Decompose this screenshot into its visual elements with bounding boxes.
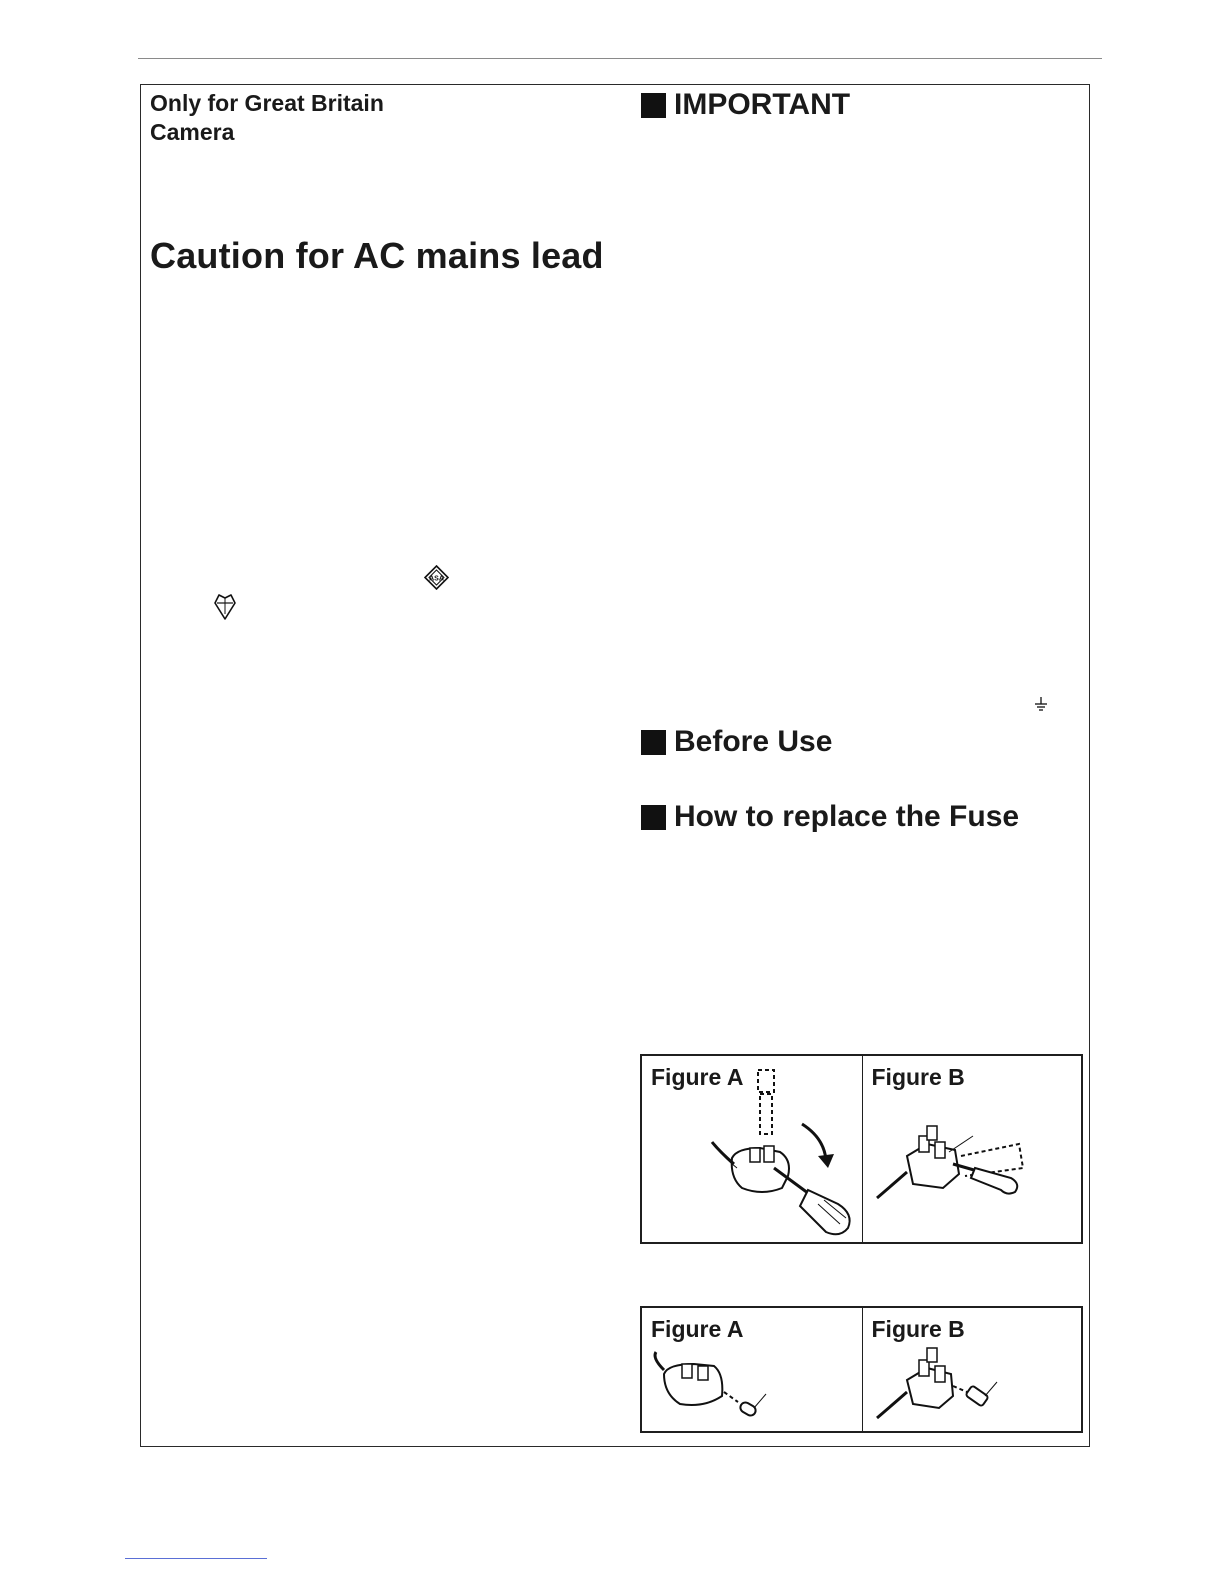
- figure-b-label-bottom: Figure B: [871, 1316, 965, 1342]
- footer-link-underline: [125, 1558, 267, 1559]
- region-line-2: Camera: [150, 119, 235, 145]
- before-use-heading-text: Before Use: [674, 725, 833, 758]
- plug-fuse-illustration-a: [642, 1308, 862, 1432]
- region-line-1: Only for Great Britain: [150, 90, 384, 116]
- figure-box-fuse-insert: [640, 1306, 1083, 1433]
- important-heading: [641, 88, 850, 122]
- before-use-heading: [641, 725, 832, 759]
- region-heading: [150, 89, 384, 147]
- figure-a-label: Figure A: [651, 1064, 744, 1090]
- fuse-heading: [641, 800, 1019, 834]
- important-heading-text: IMPORTANT: [674, 88, 851, 121]
- figure-a-cell-bottom: [642, 1308, 862, 1431]
- plug-fuse-removal-illustration: [863, 1056, 1083, 1242]
- figure-b-label: Figure B: [871, 1064, 965, 1090]
- plug-screwdriver-illustration: [642, 1056, 862, 1242]
- asta-mark-icon: [424, 565, 449, 590]
- heading-square-icon: [641, 93, 666, 118]
- earth-symbol-icon: [1033, 696, 1049, 712]
- header-rule: [138, 58, 1102, 59]
- heading-square-icon: [641, 805, 666, 830]
- figure-a-cell: [642, 1056, 862, 1242]
- figure-b-cell: [862, 1056, 1082, 1242]
- fuse-heading-text: How to replace the Fuse: [674, 800, 1020, 833]
- figure-a-label-bottom: Figure A: [651, 1316, 744, 1342]
- plug-fuse-illustration-b: [863, 1308, 1083, 1432]
- heading-square-icon: [641, 730, 666, 755]
- bsi-kitemark-icon: [213, 592, 237, 620]
- figure-b-cell-bottom: [862, 1308, 1082, 1431]
- figure-box-fuse-cover: [640, 1054, 1083, 1244]
- caution-title: Caution for AC mains lead: [150, 235, 604, 276]
- svg-text:ASA: ASA: [429, 575, 444, 583]
